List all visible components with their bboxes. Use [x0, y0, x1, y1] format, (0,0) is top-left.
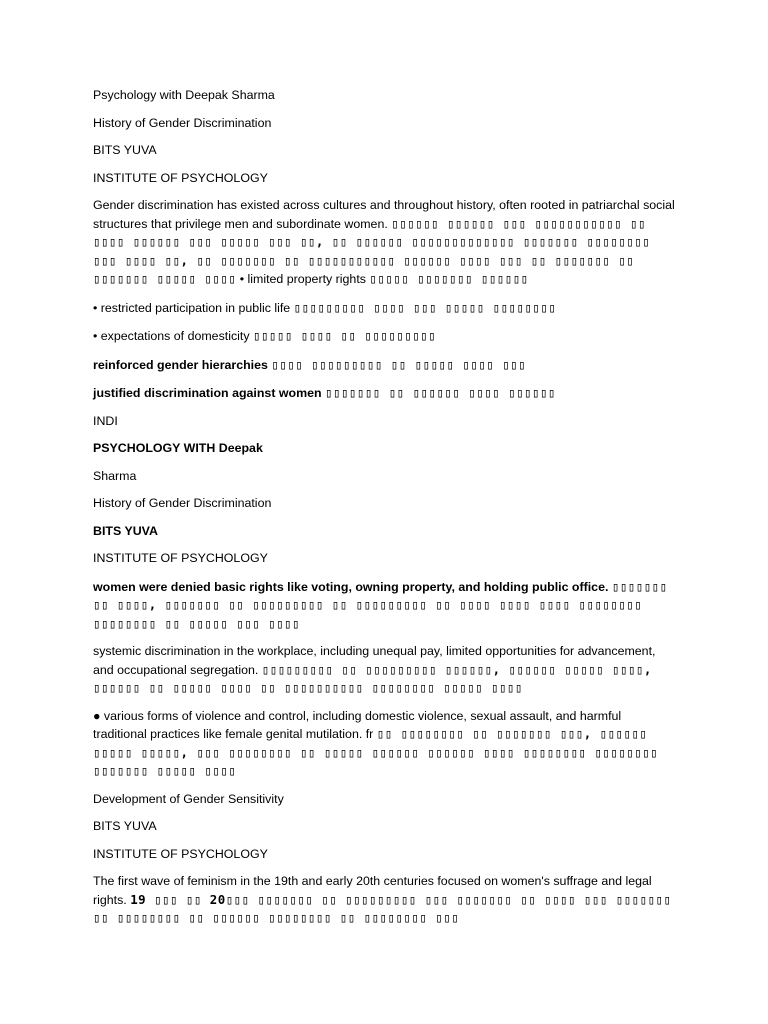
- org-name: BITS YUVA: [93, 819, 157, 833]
- org-name: BITS YUVA: [93, 523, 158, 538]
- hindi-text: ▯▯▯▯▯ ▯▯▯▯ ▯▯ ▯▯▯▯▯▯▯▯▯: [253, 328, 437, 343]
- hindi-text: ▯▯▯▯▯▯ ▯▯▯▯▯▯ ▯▯▯ ▯▯▯▯▯▯▯▯▯▯▯ ▯▯ ▯▯▯▯ ▯▯▯▯▯▯ ▯▯▯ ▯▯▯▯▯ ▯▯▯ ▯▯, ▯▯ ▯▯▯▯▯▯ ▯▯▯▯▯▯▯▯▯▯▯▯▯ ▯▯▯▯▯▯▯ ▯▯▯▯▯▯▯▯ ▯▯▯ ▯▯▯▯ ▯▯, ▯▯ ▯▯▯▯▯▯▯ ▯▯ ▯▯▯▯▯▯▯▯▯▯▯ ▯▯▯▯▯▯ ▯▯▯▯ ▯▯▯ ▯▯ ▯▯▯▯▯▯▯ ▯▯ ▯▯▯▯▯▯▯ ▯▯▯▯▯ ▯▯▯▯: [93, 215, 651, 286]
- intro-paragraph: Gender discrimination has existed across cultures and throughout history, often rooted in patriarchal social structures that privilege men and subordinate women. ▯▯▯▯▯▯ ▯▯▯▯▯▯ ▯▯▯ ▯▯▯▯▯▯▯▯▯▯▯ ▯▯ ▯▯▯▯ ▯▯▯▯▯▯ ▯▯▯ ▯▯▯▯▯ ▯▯▯ ▯▯, ▯▯ ▯▯▯▯▯▯ ▯▯▯▯▯▯▯▯▯▯▯▯▯ ▯▯▯▯▯▯▯ ▯▯▯▯▯▯▯▯ ▯▯▯ ▯▯▯▯ ▯▯, ▯▯ ▯▯▯▯▯▯▯ ▯▯ ▯▯▯▯▯▯▯▯▯▯▯ ▯▯▯▯▯▯ ▯▯▯▯ ▯▯▯ ▯▯ ▯▯▯▯▯▯▯ ▯▯ ▯▯▯▯▯▯▯ ▯▯▯▯▯ ▯▯▯▯ • limited property rights ▯▯▯▯▯ ▯▯▯▯▯▯▯ ▯▯▯▯▯▯: [93, 198, 675, 286]
- violence-paragraph: ● various forms of violence and control, including domestic violence, sexual assault, and harmful traditional practices like female genital mutilation. fr ▯▯ ▯▯▯▯▯▯▯▯ ▯▯ ▯▯▯▯▯▯▯ ▯▯▯, ▯▯▯▯▯▯ ▯▯▯▯▯ ▯▯▯▯▯, ▯▯▯ ▯▯▯▯▯▯▯▯ ▯▯ ▯▯▯▯▯ ▯▯▯▯▯▯ ▯▯▯▯▯▯ ▯▯▯▯ ▯▯▯▯▯▯▯▯ ▯▯▯▯▯▯▯▯ ▯▯▯▯▯▯▯ ▯▯▯▯▯ ▯▯▯▯: [93, 708, 659, 778]
- rights-paragraph: women were denied basic rights like voting, owning property, and holding public office. ▯▯▯▯▯▯▯ ▯▯ ▯▯▯▯, ▯▯▯▯▯▯▯ ▯▯ ▯▯▯▯▯▯▯▯▯ ▯▯ ▯▯▯▯▯▯▯▯▯ ▯▯ ▯▯▯▯ ▯▯▯▯ ▯▯▯▯ ▯▯▯▯▯▯▯▯ ▯▯▯▯▯▯▯▯ ▯▯ ▯▯▯▯▯ ▯▯▯ ▯▯▯▯: [93, 578, 668, 631]
- section-title: Development of Gender Sensitivity: [93, 791, 284, 806]
- org-name: BITS YUVA: [93, 143, 157, 157]
- doc-header-line: Psychology with Deepak Sharma: [93, 88, 275, 102]
- section-header: PSYCHOLOGY WITH Deepak: [93, 441, 263, 455]
- hindi-text: ▯▯▯▯▯▯▯▯▯ ▯▯▯▯ ▯▯▯ ▯▯▯▯▯ ▯▯▯▯▯▯▯▯: [293, 299, 557, 315]
- hindi-text: ▯▯▯▯▯▯▯▯▯ ▯▯ ▯▯▯▯▯▯▯▯▯ ▯▯▯▯▯▯, ▯▯▯▯▯▯ ▯▯▯▯▯ ▯▯▯▯, ▯▯▯▯▯▯ ▯▯ ▯▯▯▯▯ ▯▯▯▯ ▯▯ ▯▯▯▯▯▯▯▯▯▯ ▯▯▯▯▯▯▯▯ ▯▯▯▯▯ ▯▯▯▯: [93, 661, 652, 695]
- hindi-text: ▯▯▯▯ ▯▯▯▯▯▯▯▯▯ ▯▯ ▯▯▯▯▯ ▯▯▯▯ ▯▯▯: [271, 356, 527, 372]
- hindi-text: ▯▯▯▯▯▯▯ ▯▯ ▯▯▯▯▯▯ ▯▯▯▯ ▯▯▯▯▯▯: [325, 385, 556, 400]
- hindi-text: 19 ▯▯▯ ▯▯ 20▯▯▯ ▯▯▯▯▯▯▯ ▯▯ ▯▯▯▯▯▯▯▯▯ ▯▯▯ ▯▯▯▯▯▯▯ ▯▯ ▯▯▯▯ ▯▯▯ ▯▯▯▯▯▯▯ ▯▯ ▯▯▯▯▯▯▯▯ ▯▯ ▯▯▯▯▯▯ ▯▯▯▯▯▯▯▯ ▯▯ ▯▯▯▯▯▯▯▯ ▯▯▯: [93, 891, 672, 925]
- feminism-paragraph: The first wave of feminism in the 19th and early 20th centuries focused on women's suffrage and legal rights. 19 ▯▯▯ ▯▯ 20▯▯▯ ▯▯▯▯▯▯▯ ▯▯ ▯▯▯▯▯▯▯▯▯ ▯▯▯ ▯▯▯▯▯▯▯ ▯▯ ▯▯▯▯ ▯▯▯ ▯▯▯▯▯▯▯ ▯▯ ▯▯▯▯▯▯▯▯ ▯▯ ▯▯▯▯▯▯ ▯▯▯▯▯▯▯▯ ▯▯ ▯▯▯▯▯▯▯▯ ▯▯▯: [93, 874, 672, 925]
- bullet-item: • expectations of domesticity ▯▯▯▯▯ ▯▯▯▯ ▯▯ ▯▯▯▯▯▯▯▯▯: [93, 328, 437, 343]
- bold-statement: justified discrimination against women ▯▯▯▯▯▯▯ ▯▯ ▯▯▯▯▯▯ ▯▯▯▯ ▯▯▯▯▯▯: [93, 385, 556, 400]
- institute-name: INSTITUTE OF PSYCHOLOGY: [93, 846, 268, 861]
- hindi-text: ▯▯▯▯▯ ▯▯▯▯▯▯▯ ▯▯▯▯▯▯: [369, 271, 529, 286]
- doc-subtitle: History of Gender Discrimination: [93, 115, 272, 130]
- institute-name: INSTITUTE OF PSYCHOLOGY: [93, 551, 268, 565]
- doc-subtitle: History of Gender Discrimination: [93, 496, 272, 510]
- hindi-text: ▯▯ ▯▯▯▯▯▯▯▯ ▯▯ ▯▯▯▯▯▯▯ ▯▯▯, ▯▯▯▯▯▯ ▯▯▯▯▯ ▯▯▯▯▯, ▯▯▯ ▯▯▯▯▯▯▯▯ ▯▯ ▯▯▯▯▯ ▯▯▯▯▯▯ ▯▯▯▯▯▯ ▯▯▯▯ ▯▯▯▯▯▯▯▯ ▯▯▯▯▯▯▯▯ ▯▯▯▯▯▯▯ ▯▯▯▯▯ ▯▯▯▯: [93, 726, 659, 778]
- hindi-text: ▯▯▯▯▯▯▯ ▯▯ ▯▯▯▯, ▯▯▯▯▯▯▯ ▯▯ ▯▯▯▯▯▯▯▯▯ ▯▯ ▯▯▯▯▯▯▯▯▯ ▯▯ ▯▯▯▯ ▯▯▯▯ ▯▯▯▯ ▯▯▯▯▯▯▯▯ ▯▯▯▯▯▯▯▯ ▯▯ ▯▯▯▯▯ ▯▯▯ ▯▯▯▯: [93, 578, 668, 631]
- author-name: Sharma: [93, 468, 137, 483]
- bold-statement: reinforced gender hierarchies ▯▯▯▯ ▯▯▯▯▯▯▯▯▯ ▯▯ ▯▯▯▯▯ ▯▯▯▯ ▯▯▯: [93, 356, 527, 372]
- bullet-item: • restricted participation in public life ▯▯▯▯▯▯▯▯▯ ▯▯▯▯ ▯▯▯ ▯▯▯▯▯ ▯▯▯▯▯▯▯▯: [93, 299, 557, 315]
- institute-name: INSTITUTE OF PSYCHOLOGY: [93, 170, 268, 185]
- stray-text: INDI: [93, 413, 118, 428]
- workplace-paragraph: systemic discrimination in the workplace, including unequal pay, limited opportunities for advancement, and occupational segregation. ▯▯▯▯▯▯▯▯▯ ▯▯ ▯▯▯▯▯▯▯▯▯ ▯▯▯▯▯▯, ▯▯▯▯▯▯ ▯▯▯▯▯ ▯▯▯▯, ▯▯▯▯▯▯ ▯▯ ▯▯▯▯▯ ▯▯▯▯ ▯▯ ▯▯▯▯▯▯▯▯▯▯ ▯▯▯▯▯▯▯▯ ▯▯▯▯▯ ▯▯▯▯: [93, 644, 656, 695]
